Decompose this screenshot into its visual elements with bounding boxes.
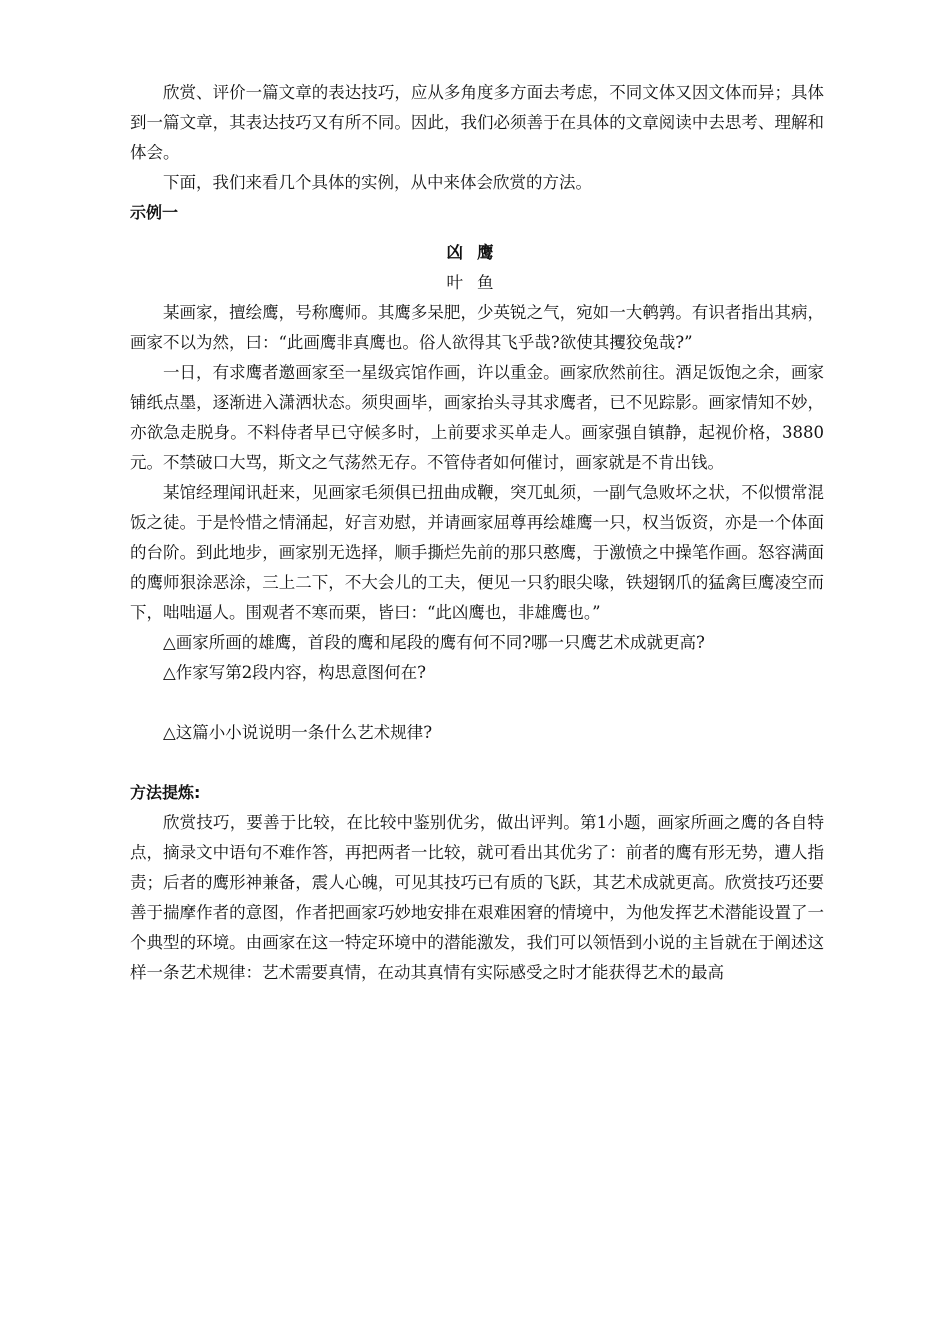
story-title: 凶鹰	[446, 243, 508, 262]
intro-paragraph-1: 欣赏、评价一篇文章的表达技巧，应从多角度多方面去考虑，不同文体又因文体而异；具体到一篇文章，其表达技巧又有所不同。因此，我们必须善于在具体的文章阅读中去思考、理解和体会。	[130, 83, 824, 162]
intro-paragraph-2: 下面，我们来看几个具体的实例，从中来体会欣赏的方法。	[163, 173, 592, 192]
method-paragraph: 欣赏技巧，要善于比较，在比较中鉴别优劣，做出评判。第1小题，画家所画之鹰的各自特点，摘录文中语句不难作答，再把两者一比较，就可看出其优劣了：前者的鹰有形无势，遭人指责；后者的鹰形神兼备，震人心魄，可见其技巧已有质的飞跃，其艺术成就更高。欣赏技巧还要善于揣摩作者的意图，作者把画家巧妙地安排在艰难困窘的情境中，为他发挥艺术潜能设置了一个典型的环境。由画家在这一特定环境中的潜能激发，我们可以领悟到小说的主旨就在于阐述这样一条艺术规律：艺术需要真情，在动其真情有实际感受之时才能获得艺术的最高	[130, 813, 824, 982]
example-label: 示例一	[130, 203, 179, 222]
document-body	[130, 78, 824, 988]
story-paragraph-3: 某馆经理闻讯赶来，见画家毛须俱已扭曲成鞭，突兀虬须，一副气急败坏之状，不似惯常混饭之徒。于是怜惜之情涌起，好言劝慰，并请画家屈尊再绘雄鹰一只，权当饭资，亦是一个体面的台阶。到此地步，画家别无选择，顺手撕烂先前的那只憨鹰，于激愤之中操笔作画。怒容满面的鹰师狠涂恶涂，三上二下，不大会儿的工夫，便见一只豹眼尖喙，铁翅钢爪的猛禽巨鹰凌空而下，咄咄逼人。围观者不寒而栗，皆曰：“此凶鹰也，非雄鹰也。”	[130, 483, 824, 622]
story-paragraph-2: 一日，有求鹰者邀画家至一星级宾馆作画，许以重金。画家欣然前往。酒足饭饱之余，画家铺纸点墨，逐渐进入潇洒状态。须臾画毕，画家抬头寻其求鹰者，已不见踪影。画家情知不妙，亦欲急走脱身。不料侍者早已守候多时，上前要求买单走人。画家强自镇静，起视价格，3880元。不禁破口大骂，斯文之气荡然无存。不管侍者如何催讨，画家就是不肯出钱。	[130, 363, 824, 472]
question-1: △画家所画的雄鹰，首段的鹰和尾段的鹰有何不同?哪一只鹰艺术成就更高?	[163, 633, 705, 652]
blank-line	[130, 688, 824, 718]
story-author: 叶鱼	[446, 273, 508, 292]
method-label: 方法提炼:	[130, 783, 201, 802]
story-paragraph-1: 某画家，擅绘鹰，号称鹰师。其鹰多呆肥，少英锐之气，宛如一大鹌鹑。有识者指出其病，画家不以为然，曰：“此画鹰非真鹰也。俗人欲得其飞乎哉?欲使其攫狡兔哉?”	[130, 303, 824, 352]
question-2: △作家写第2段内容，构思意图何在?	[163, 663, 427, 682]
blank-line	[130, 748, 824, 778]
question-3: △这篇小小说说明一条什么艺术规律?	[163, 723, 433, 742]
